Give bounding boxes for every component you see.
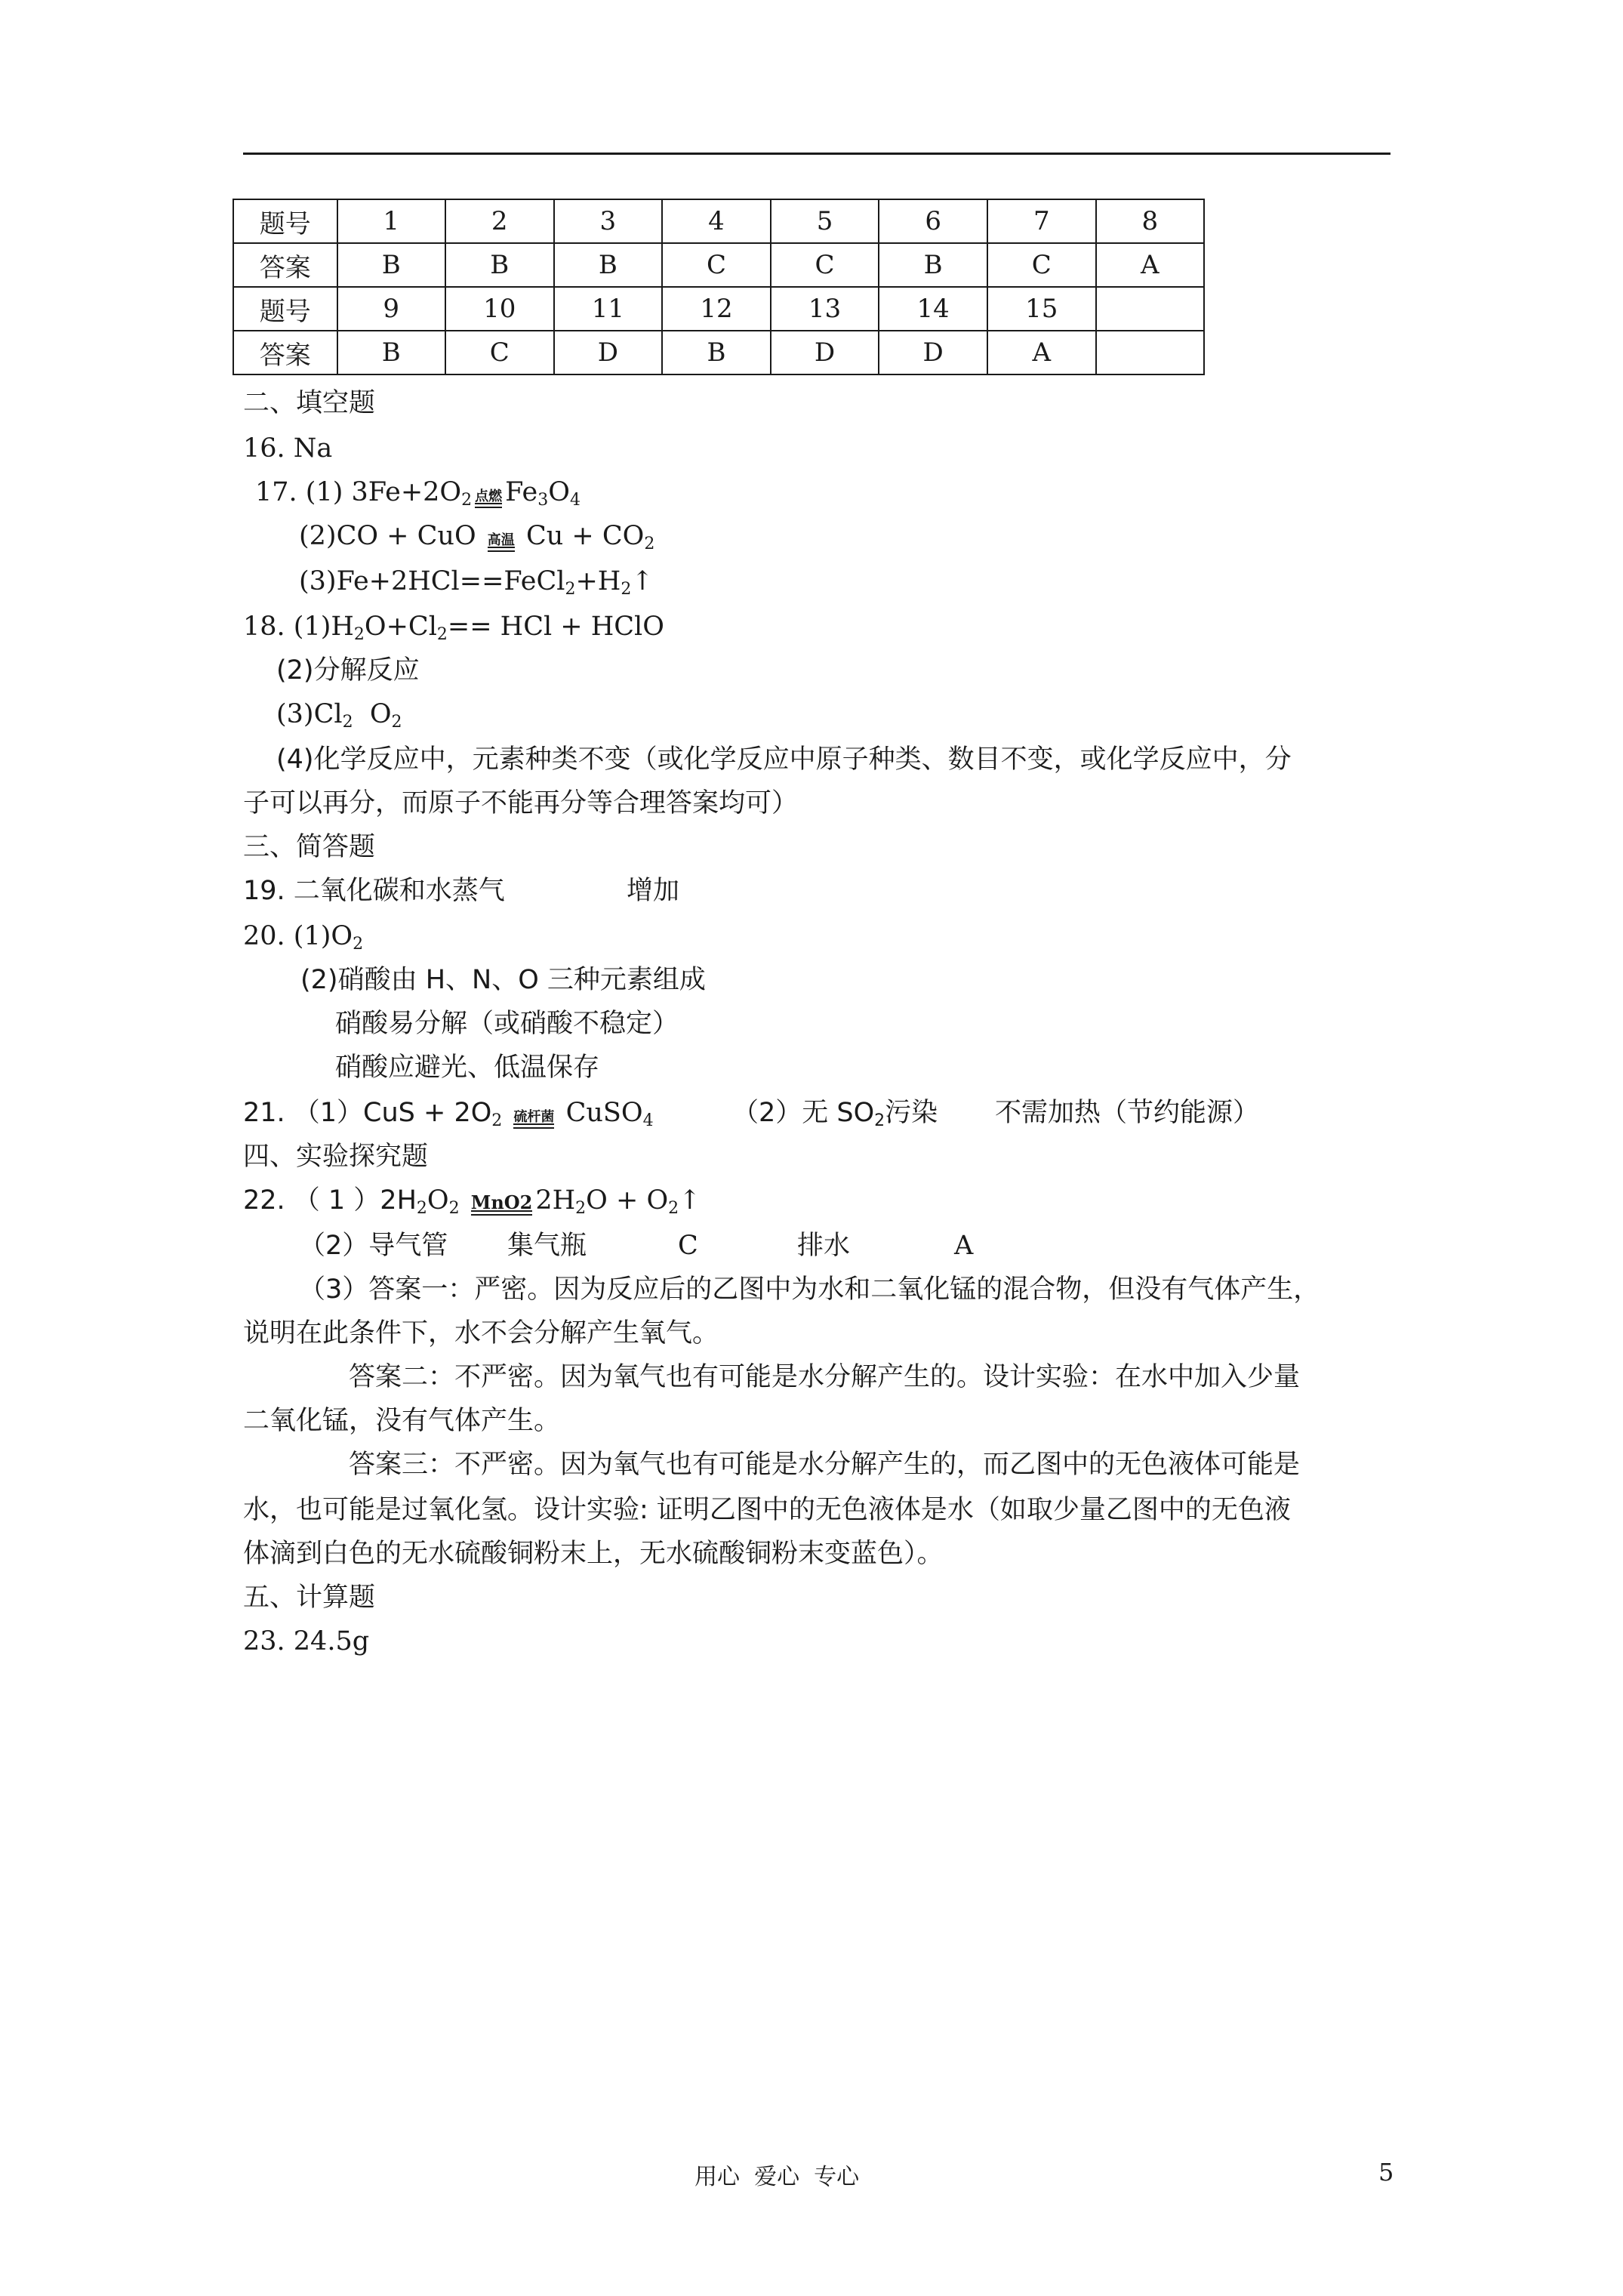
subscript: 2 [668,1199,679,1218]
subscript: 2 [874,1111,885,1130]
gas-arrow-icon: ↑ [679,1185,701,1216]
table-cell: B [337,243,445,287]
answer-text: O [353,699,392,729]
subscript: 2 [353,625,365,644]
table-cell: B [879,243,987,287]
answer-18-2: (2)分解反应 [276,655,420,686]
table-cell: 答案 [233,331,337,374]
section-heading: 二、填空题 [243,388,376,418]
table-cell: 15 [987,287,1096,331]
table-cell: 答案 [233,243,337,287]
answer-text: 17. (1) 3Fe+2O [255,477,462,507]
table-cell: 5 [771,199,879,243]
answer-22-2-a: （2）导气管 [299,1231,448,1261]
answer-text: 22. （ 1 ）2H [243,1185,417,1216]
answer-22-3-line4: 二氧化锰，没有气体产生。 [243,1406,561,1436]
subscript: 4 [569,491,581,510]
answer-text: (2)CO + CuO [299,521,476,551]
answer-text: 20. (1)O [243,921,353,951]
subscript: 2 [342,713,353,732]
table-row [233,331,1204,374]
footer-motto: 用心 爱心 专心 [694,2164,860,2190]
table-cell: 12 [662,287,771,331]
table-cell: 8 [1096,199,1204,243]
table-cell: 4 [662,199,771,243]
answer-19-a: 19. 二氧化碳和水蒸气 [243,876,505,906]
answer-17-3 [299,563,654,599]
answer-text: 21. （1）CuS + 2O [243,1098,492,1128]
table-cell: 9 [337,287,445,331]
answer-17-1 [255,474,581,513]
answer-22-2-e: A [954,1231,974,1261]
subscript: 2 [353,935,364,954]
answer-text: 污染 [885,1098,938,1128]
answer-text: Fe [505,477,538,507]
answer-20-4: 硝酸应避光、低温保存 [335,1052,600,1083]
table-cell: C [771,243,879,287]
answer-text: O+Cl [364,612,437,642]
reaction-condition [510,1110,557,1133]
table-cell: B [337,331,445,374]
table-cell: D [554,331,663,374]
answer-22-2-d: 排水 [797,1231,851,1261]
answer-21-3: 不需加热（节约能源） [995,1098,1260,1128]
table-cell: D [771,331,879,374]
answer-text: O [548,477,570,507]
table-cell: 题号 [233,199,337,243]
answer-22-3-line5: 答案三：不严密。因为氧气也有可能是水分解产生的，而乙图中的无色液体可能是 [349,1450,1301,1480]
table-cell: 11 [554,287,663,331]
answer-18-4-line1: (4)化学反应中，元素种类不变（或化学反应中原子种类、数目不变，或化学反应中，分 [276,744,1292,775]
section-heading: 五、计算题 [243,1583,376,1613]
table-cell: B [662,331,771,374]
table-cell: 14 [879,287,987,331]
reaction-condition [472,489,505,513]
answer-text: +H [575,566,621,596]
section-heading: 三、简答题 [243,832,376,862]
table-cell: C [662,243,771,287]
subscript: 2 [436,625,448,644]
page-number: 5 [1378,2158,1394,2187]
answer-18-3 [276,696,402,732]
answer-21-2 [732,1095,938,1131]
answer-text: 18. (1)H [243,612,354,642]
subscript: 2 [621,580,632,599]
answer-22-3-line3: 答案二：不严密。因为氧气也有可能是水分解产生的。设计实验：在水中加入少量 [349,1362,1301,1392]
subscript: 2 [491,1111,503,1130]
condition-label: MnO2 [470,1191,533,1213]
answer-18-4-line2: 子可以再分，而原子不能再分等合理答案均可） [243,788,799,818]
subscript: 2 [565,580,576,599]
table-cell: 10 [445,287,554,331]
answer-text: CuSO [565,1098,643,1128]
reaction-condition [485,533,518,556]
answer-text: (3)Cl [276,699,343,729]
answer-22-3-line7: 体滴到白色的无水硫酸铜粉末上，无水硫酸铜粉末变蓝色）。 [243,1539,944,1569]
condition-label: 硫杆菌 [513,1109,555,1125]
table-cell: 3 [554,199,663,243]
table-cell: A [987,331,1096,374]
table-cell: 7 [987,199,1096,243]
subscript: 2 [448,1199,460,1218]
answer-table [233,199,1205,375]
subscript: 3 [537,491,549,510]
subscript: 4 [642,1111,654,1130]
table-cell: B [554,243,663,287]
table-cell: C [445,331,554,374]
gas-arrow-icon: ↑ [631,566,654,596]
answer-22-2-c: C [678,1231,698,1261]
table-cell: 6 [879,199,987,243]
answer-20-3: 硝酸易分解（或硝酸不稳定） [335,1009,679,1039]
condition-label: 点燃 [475,488,503,504]
header-rule [243,153,1390,155]
answer-text: (3)Fe+2HCl==FeCl [299,566,565,596]
answer-19-b: 增加 [627,876,680,906]
table-row [233,287,1204,331]
answer-22-3-line6: 水，也可能是过氧化氢。设计实验: 证明乙图中的无色液体是水（如取少量乙图中的无色液 [243,1495,1291,1525]
answer-22-2-b: 集气瓶 [507,1231,587,1261]
answer-text: （2）无 SO [732,1098,875,1128]
answer-23: 23. 24.5g [243,1626,370,1657]
answer-21 [243,1095,654,1133]
table-cell: 13 [771,287,879,331]
answer-text: O + O [586,1185,669,1216]
answer-16: 16. Na [243,433,333,464]
table-cell [1096,331,1204,374]
table-cell: 2 [445,199,554,243]
reaction-condition [468,1191,536,1220]
subscript: 2 [416,1199,427,1218]
subscript: 2 [391,713,402,732]
table-cell: B [445,243,554,287]
table-cell: 题号 [233,287,337,331]
answer-18-1 [243,609,664,645]
subscript: 2 [575,1199,587,1218]
answer-17-2 [299,518,654,556]
table-row [233,243,1204,287]
answer-text: Cu + CO [525,521,645,551]
answer-22-3-line1: （3）答案一：严密。因为反应后的乙图中为水和二氧化锰的混合物，但没有气体产生， [299,1274,1320,1305]
table-row [233,199,1204,243]
answer-20-2: (2)硝酸由 H、N、O 三种元素组成 [300,965,706,995]
answer-text: O [427,1185,449,1216]
answer-22-3-line2: 说明在此条件下，水不会分解产生氧气。 [243,1318,719,1348]
table-cell: A [1096,243,1204,287]
table-cell [1096,287,1204,331]
table-cell: C [987,243,1096,287]
table-cell: 1 [337,199,445,243]
answer-20-1 [243,918,363,954]
section-heading: 四、实验探究题 [243,1142,429,1172]
condition-label: 高温 [487,532,515,548]
subscript: 2 [644,535,655,553]
answer-22-1 [243,1182,701,1220]
answer-text: 2H [535,1185,576,1216]
table-cell: D [879,331,987,374]
answer-text: == HCl + HClO [447,612,664,642]
subscript: 2 [461,491,473,510]
